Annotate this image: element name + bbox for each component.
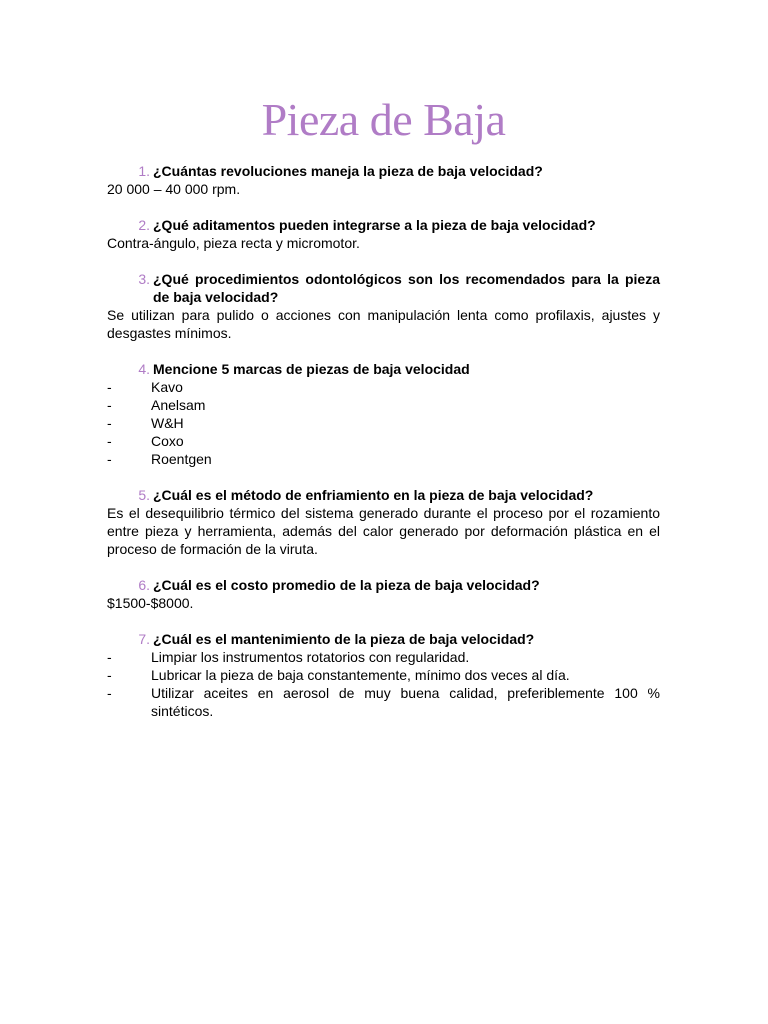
question-number: 2. [138,217,150,233]
list-item [107,378,660,396]
document-title: Pieza de Baja [261,94,506,145]
dash-bullet: - [107,433,112,449]
list-item [107,684,660,720]
dash-bullet: - [107,667,112,683]
question-item [107,216,660,252]
question-text: ¿Cuál es el mantenimiento de la pieza de baja velocidad? [153,631,535,647]
dash-bullet: - [107,415,112,431]
question-heading [107,162,660,180]
list-item-text: Anelsam [151,397,206,413]
maintenance-list [107,648,660,720]
list-item-text: Lubricar la pieza de baja constantemente, mínimo dos veces al día. [151,667,570,683]
question-heading [107,270,660,306]
list-item-text: Limpiar los instrumentos rotatorios con regularidad. [151,649,470,665]
question-text: ¿Cuál es el costo promedio de la pieza de baja velocidad? [153,577,540,593]
question-item [107,630,660,720]
question-text: ¿Cuál es el método de enfriamiento en la pieza de baja velocidad? [153,487,594,503]
list-item [107,396,660,414]
answer-text: Contra-ángulo, pieza recta y micromotor. [107,235,360,251]
question-number: 4. [138,361,150,377]
list-item-text: Roentgen [151,451,212,467]
question-item [107,270,660,342]
list-item [107,450,660,468]
dash-bullet: - [107,649,112,665]
list-item-text: Kavo [151,379,183,395]
question-heading [107,486,660,504]
list-item [107,432,660,450]
question-text: ¿Cuántas revoluciones maneja la pieza de baja velocidad? [153,163,543,179]
list-item-text: W&H [151,415,184,431]
question-list [107,162,660,738]
question-heading [107,576,660,594]
list-item [107,414,660,432]
question-item [107,576,660,612]
list-item [107,666,660,684]
question-number: 7. [138,631,150,647]
question-item [107,486,660,558]
dash-bullet: - [107,685,112,701]
answer-text: $1500-$8000. [107,595,194,611]
dash-bullet: - [107,379,112,395]
question-number: 1. [138,163,150,179]
list-item [107,648,660,666]
question-item [107,360,660,468]
dash-bullet: - [107,451,112,467]
list-item-text: Utilizar aceites en aerosol de muy buena calidad, preferiblemente 100 % sintéticos. [151,685,660,719]
answer-text: Es el desequilibrio térmico del sistema generado durante el proceso por el rozamiento entre pieza y herramienta, además del calor generado por deformación plástica en el proceso de formación de la viruta. [107,505,660,557]
question-text: ¿Qué procedimientos odontológicos son los recomendados para la pieza de baja velocidad? [153,271,660,305]
question-number: 5. [138,487,150,503]
question-heading [107,360,660,378]
question-number: 3. [138,271,150,287]
brand-list [107,378,660,468]
dash-bullet: - [107,397,112,413]
question-text: ¿Qué aditamentos pueden integrarse a la pieza de baja velocidad? [153,217,596,233]
list-item-text: Coxo [151,433,184,449]
answer-text: 20 000 – 40 000 rpm. [107,181,241,197]
question-item [107,162,660,198]
answer-text: Se utilizan para pulido o acciones con manipulación lenta como profilaxis, ajustes y desgastes mínimos. [107,307,660,341]
question-heading [107,630,660,648]
question-number: 6. [138,577,150,593]
question-text: Mencione 5 marcas de piezas de baja velocidad [153,361,470,377]
question-heading [107,216,660,234]
